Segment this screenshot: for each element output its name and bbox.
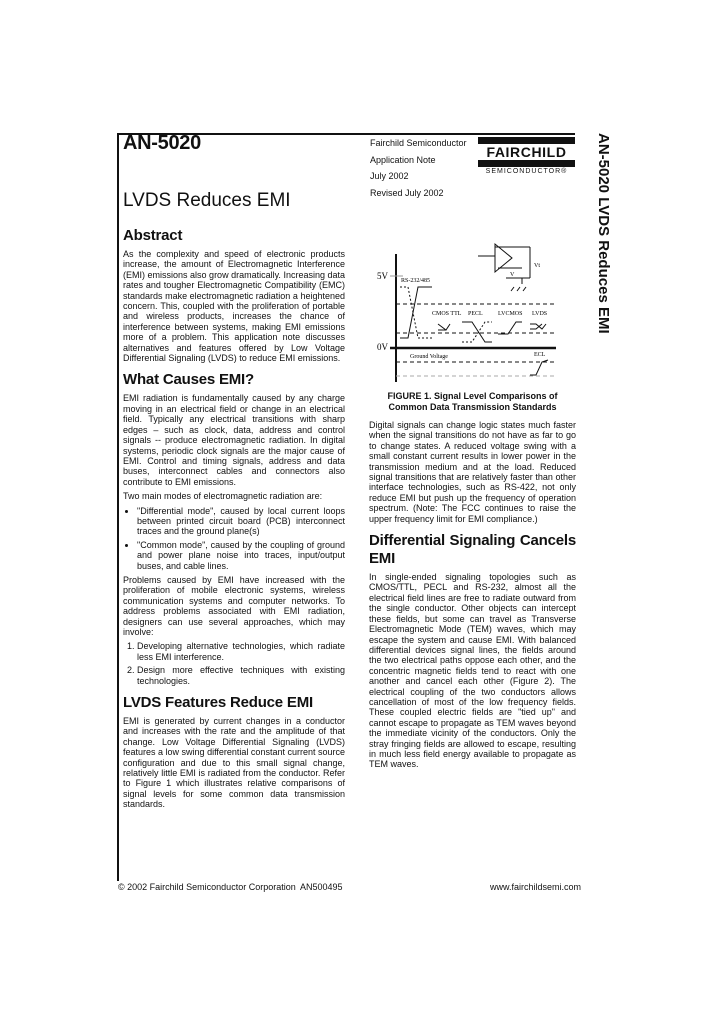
abstract-heading: Abstract bbox=[123, 227, 183, 244]
label-pecl: PECL bbox=[468, 311, 483, 317]
right-column bbox=[369, 391, 576, 774]
logo-name: FAIRCHILD bbox=[486, 144, 567, 160]
company: Fairchild Semiconductor bbox=[370, 138, 467, 148]
cmos-waveform bbox=[438, 324, 450, 330]
side-title: AN-5020 LVDS Reduces EMI bbox=[595, 133, 612, 334]
page-border-left bbox=[117, 133, 119, 881]
list-item: 2. Design more effective techniques with existing technologies. bbox=[137, 665, 345, 686]
caption-label: FIGURE 1. bbox=[387, 391, 432, 401]
logo-sub: SEMICONDUCTOR® bbox=[485, 168, 568, 175]
pecl-waveform bbox=[462, 322, 492, 342]
pecl-waveform bbox=[462, 322, 492, 342]
doc-meta bbox=[370, 135, 467, 201]
causes-p2: Two main modes of electromagnetic radiation are: bbox=[123, 491, 323, 502]
revised-date: Revised July 2002 bbox=[370, 187, 444, 198]
label-lvcmos: LVCMOS bbox=[498, 311, 523, 317]
footer-url[interactable]: www.fairchildsemi.com bbox=[490, 882, 582, 892]
causes-p1: EMI radiation is fundamentally caused by any charge moving in an electrical field or change in an electrical field. Typically any electrical transitions with sharp edges – such as clock, data, address and control signals -- produce electromagnetic radiation. In digital systems, periodic clock signals are the major cause of EMI. Control and timing signals, address and data buses, interconnect cables and connectors also contribute to EMI emissions. bbox=[123, 393, 345, 487]
lvds-waveform bbox=[530, 324, 546, 329]
label-5v: 5V bbox=[377, 271, 388, 281]
caption-text: Signal Level Comparisons of Common Data Transmission Standards bbox=[388, 391, 558, 412]
lvds-features-heading: LVDS Features Reduce EMI bbox=[123, 694, 313, 712]
page-title: LVDS Reduces EMI bbox=[123, 190, 291, 211]
footer-doc-id: AN500495 bbox=[300, 882, 343, 892]
label-0v: 0V bbox=[377, 342, 388, 352]
approaches-list bbox=[123, 641, 345, 686]
label-ground: Ground Voltage bbox=[410, 354, 448, 360]
lvds-features-paragraph: EMI is generated by current changes in a conductor and increases with the rate and the amplitude of that change. Low Voltage Differential Signaling (LVDS) features a low swing differential constant current source configuration and due to this small signal change, relatively little EMI is radiated from the conductor. Refer to Figure 1 which illustrates relative comparisons of signal levels for some common data transmission standards. bbox=[123, 716, 345, 810]
fairchild-logo bbox=[478, 137, 575, 176]
figure-caption bbox=[369, 391, 576, 412]
lvcmos-waveform bbox=[498, 322, 522, 334]
differential-paragraph: In single-ended signaling topologies such as CMOS/TTL, PECL and RS-232, almost all the electrical field lines are free to radiate outward from the single conductor. Other objects can intercept these fields, but some can travel as Transverse Electromagnetic Mode (TEM) waves, which may escape the system and cause EMI. With balanced differential devices signal lines, the fields around the two electrical paths oppose each other, and the concentric magnetic fields tend to react with one another and cancel each other (Figure 2). The electrical coupling of the two conductors allows cancellation of most of the low frequency fields. These coupled electric fields are "tied up" and cannot escape to propagate as TEM waves beyond the immediate vicinity of the conductors. Only the stray fringing fields are allowed to escape, resulting in much less field energy available to propagate as TEM waves. bbox=[369, 572, 576, 770]
differential-heading: Differential Signaling Cancels EMI bbox=[369, 532, 576, 568]
abstract-paragraph: As the complexity and speed of electronic products increase, the amount of Electromagnetic Interference (EMI) emissions also grow dramatically. Increasing data rates and tougher Electromagnetic Compatibility (EMC) standards make electromagnetic radiation a heightened concern. This, coupled with the proliferation of portable and wireless products, increases the chance of interference between systems, making EMI emissions more of a problem. This application note discusses alternatives and features offered by Low Voltage Differential Signaling (LVDS) to reduce EMI emissions. bbox=[123, 249, 345, 364]
list-item: • "Differential mode", caused by local current loops between printed circuit board (PCB) interconnect traces and the ground plane(s) bbox=[137, 506, 345, 537]
left-column bbox=[123, 227, 345, 814]
signal-level-figure bbox=[360, 232, 575, 387]
doc-type: Application Note bbox=[370, 154, 436, 165]
label-rs: RS-232/485 bbox=[401, 278, 431, 284]
label-ecl: ECL bbox=[534, 352, 546, 358]
list-item: • "Common mode", caused by the coupling of ground and power plane noise into traces, input/output buses, and cable lines. bbox=[137, 540, 345, 571]
list-item: 1. Developing alternative technologies, which radiate less EMI interference. bbox=[137, 641, 345, 662]
modes-list bbox=[123, 506, 345, 571]
causes-p3: Problems caused by EMI have increased with the proliferation of mobile electronic systems, wireless communication systems and computer networks. To address problems associated with EMI radiation, designers can use several approaches, which may involve: bbox=[123, 574, 345, 637]
footer-copyright: © 2002 Fairchild Semiconductor Corporation bbox=[118, 882, 296, 892]
causes-heading: What Causes EMI? bbox=[123, 371, 254, 389]
label-lvds: LVDS bbox=[532, 311, 548, 317]
date: July 2002 bbox=[370, 171, 409, 181]
driver-circuit-icon bbox=[478, 244, 530, 291]
label-cmos: CMOS TTL bbox=[432, 311, 462, 317]
label-v: V bbox=[510, 272, 515, 278]
doc-number: AN-5020 bbox=[123, 132, 201, 154]
label-vt: Vt bbox=[534, 263, 540, 269]
right-intro-paragraph: Digital signals can change logic states much faster when the signal transitions do not have as far to go to change states. A reduced voltage swing with a small constant current results in lower power in the transmission medium and at the load. Reduced signal transitions that are relatively faster than other interface technologies, such as RS-422, not only reduce EMI but push up the frequency of operation spectrum. (Note: The FCC continues to raise the upper frequency limit for EMI compliance.) bbox=[369, 420, 576, 524]
